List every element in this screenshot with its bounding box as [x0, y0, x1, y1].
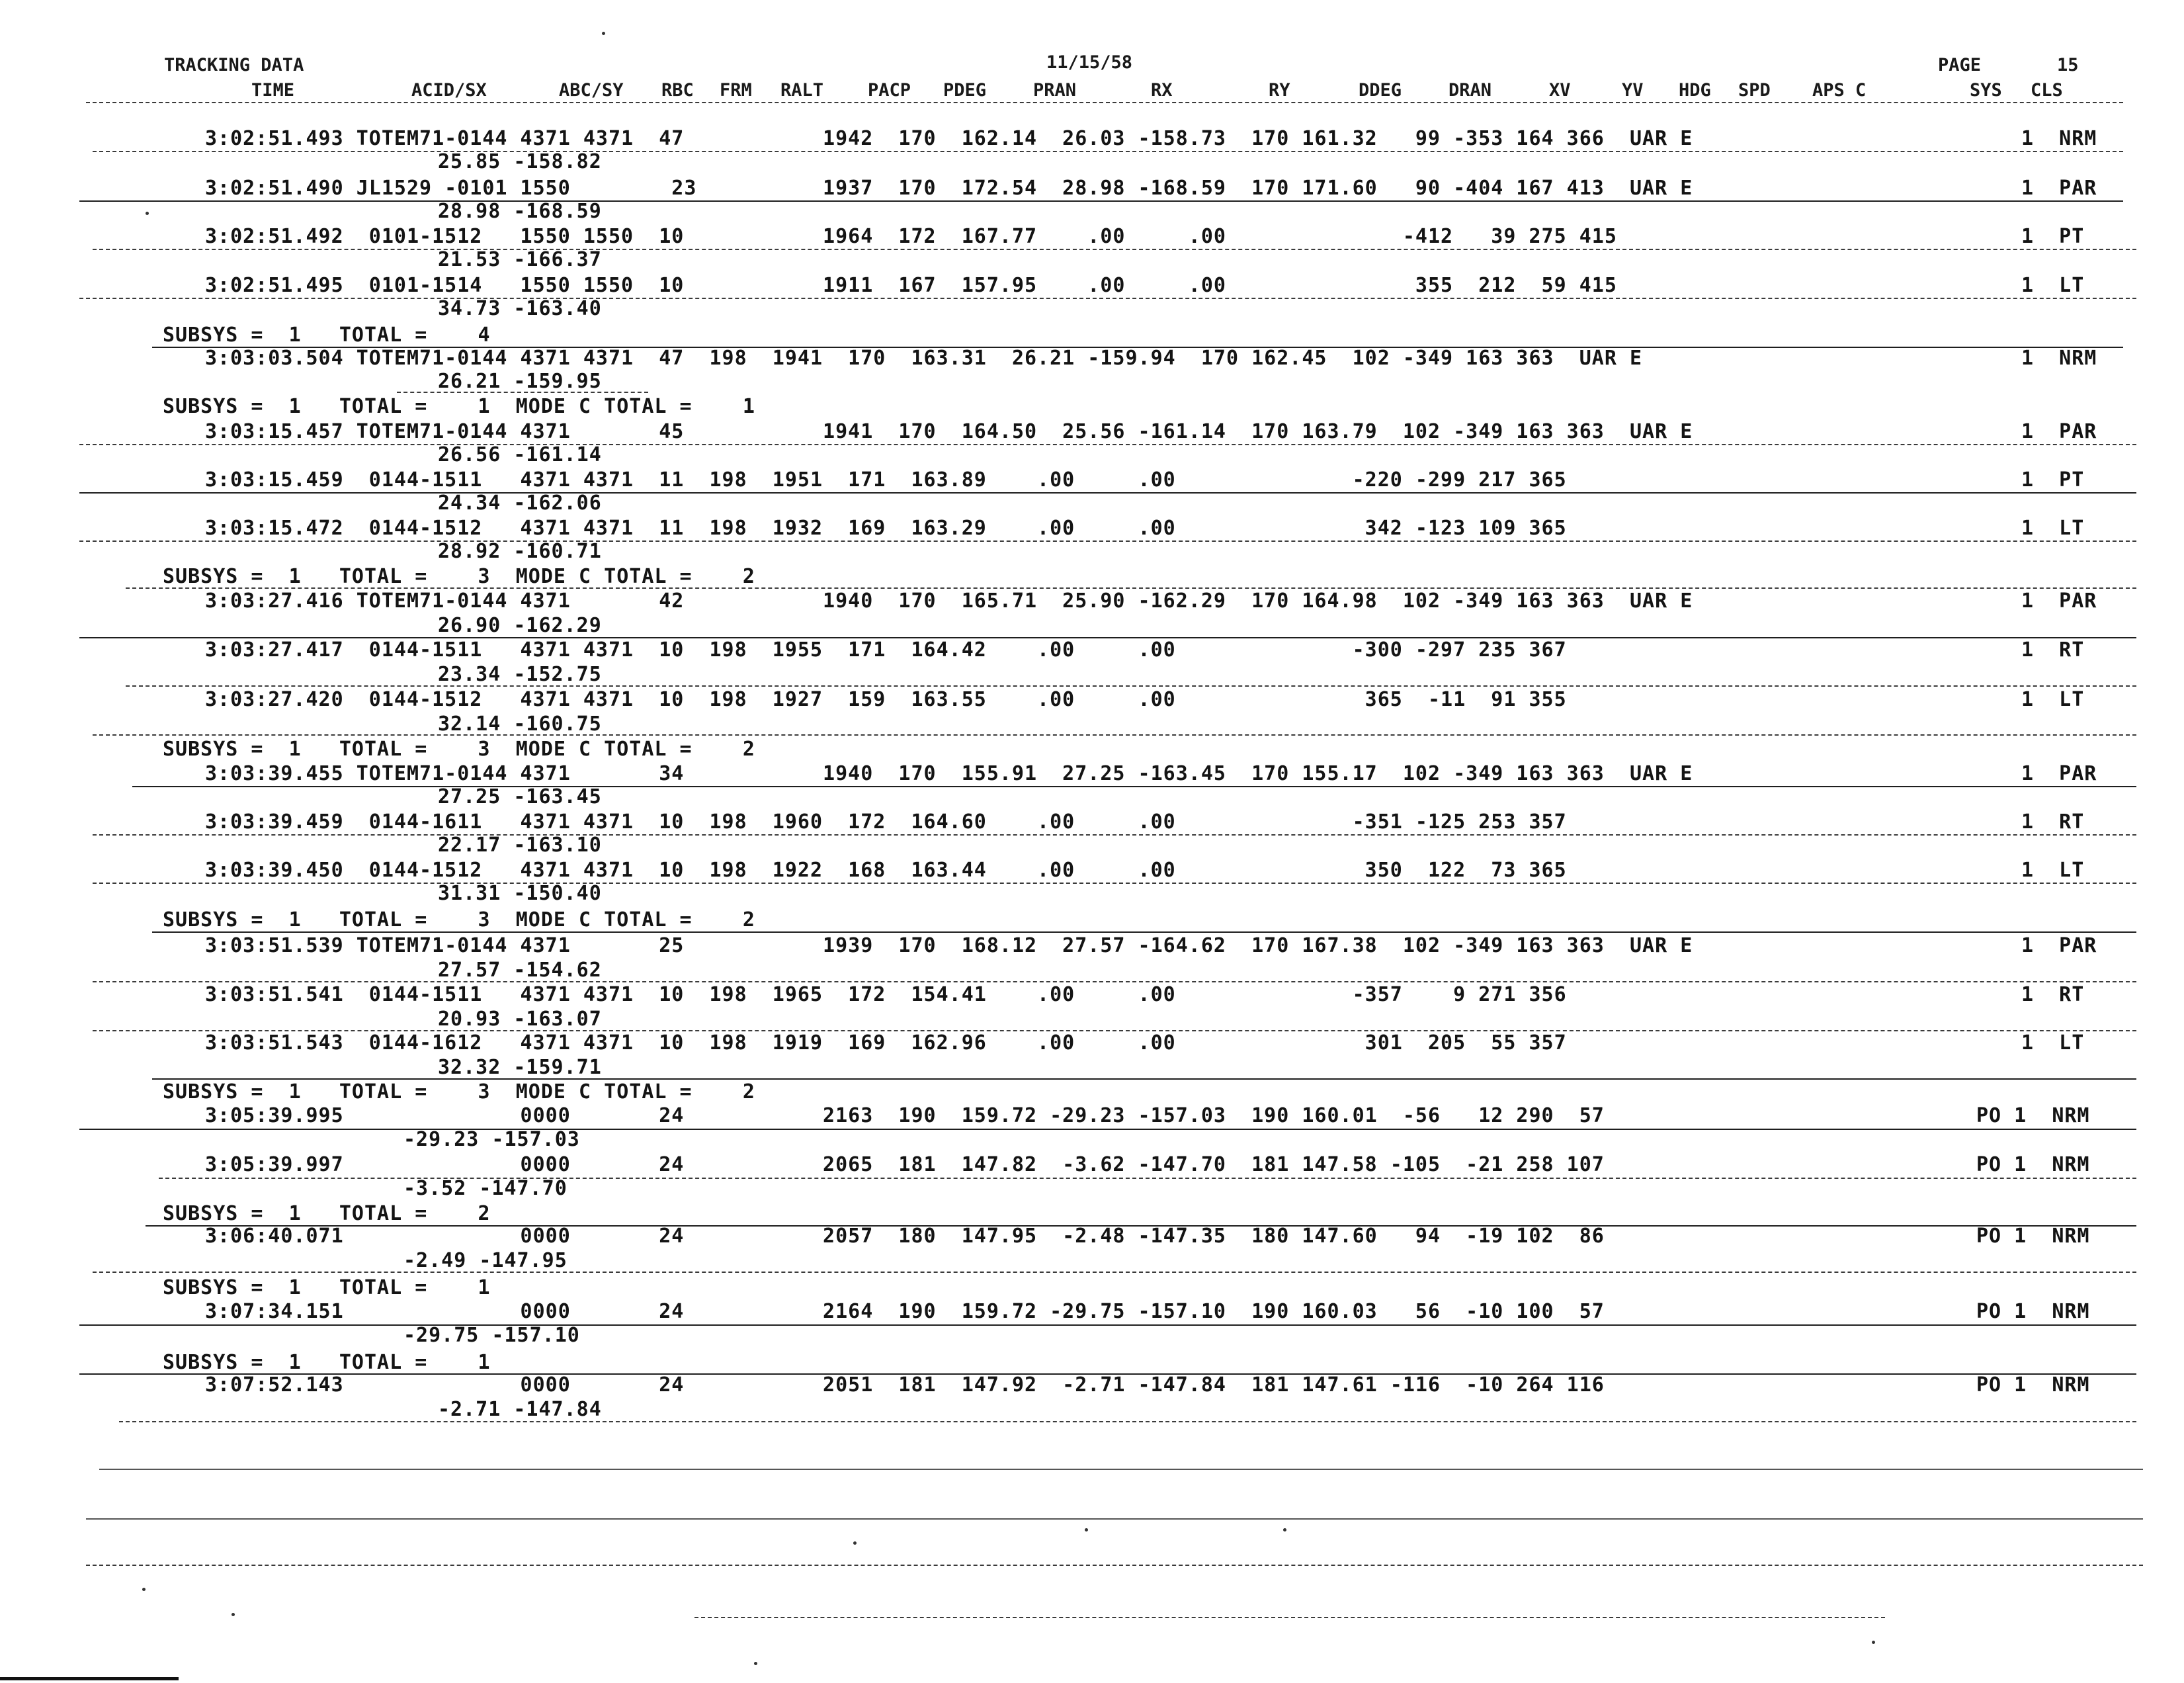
record-class: 1 LT	[2021, 517, 2085, 540]
column-header-pacp: PACP	[868, 80, 911, 101]
record-line: 3:03:27.420 0144-1512 4371 4371 10 198 1927 159 163.55 .00 .00 365 -11 91 355	[205, 688, 1567, 711]
column-header-rbc: RBC	[661, 80, 694, 101]
record-line: 3:03:03.504 TOTEM71-0144 4371 4371 47 198 1941 170 163.31 26.21 -159.94 170 162.45 102 -349 163 363 UAR E	[205, 347, 1643, 370]
page-edge	[0, 1677, 179, 1680]
record-position: 21.53 -166.37	[438, 248, 602, 271]
form-rule	[86, 1518, 2143, 1520]
record-class: 1 LT	[2021, 1031, 2085, 1055]
record-rule	[119, 1421, 2136, 1422]
subsystem-summary: SUBSYS = 1 TOTAL = 2	[163, 1202, 491, 1225]
speck	[754, 1662, 757, 1665]
record-line: 3:02:51.492 0101-1512 1550 1550 10 1964 172 167.77 .00 .00 -412 39 275 415	[205, 225, 1617, 248]
record-rule	[126, 685, 2136, 687]
subsystem-summary: SUBSYS = 1 TOTAL = 1	[163, 1276, 491, 1299]
record-position: 26.56 -161.14	[438, 443, 602, 466]
record-class: 1 NRM	[2021, 347, 2097, 370]
record-position: 22.17 -163.10	[438, 834, 602, 857]
column-header-acid-sx: ACID/SX	[411, 80, 487, 101]
report-date: 11/15/58	[1046, 52, 1133, 73]
record-position: 25.85 -158.82	[438, 150, 602, 173]
speck	[1283, 1528, 1286, 1532]
record-position: 26.90 -162.29	[438, 614, 602, 637]
record-position: -29.75 -157.10	[403, 1324, 580, 1347]
record-position: 20.93 -163.07	[438, 1008, 602, 1031]
form-rule	[694, 1617, 1885, 1618]
speck	[602, 32, 605, 35]
record-line: 3:02:51.490 JL1529 -0101 1550 23 1937 170 172.54 28.98 -168.59 170 171.60 90 -404 167 413 UAR E	[205, 177, 1693, 200]
subsystem-summary: SUBSYS = 1 TOTAL = 3 MODE C TOTAL = 2	[163, 1080, 755, 1103]
record-class: 1 PAR	[2021, 762, 2097, 785]
record-line: 3:03:51.541 0144-1511 4371 4371 10 198 1965 172 154.41 .00 .00 -357 9 271 356	[205, 983, 1567, 1006]
column-header-abc-sy: ABC/SY	[559, 80, 624, 101]
record-rule	[93, 981, 2136, 982]
column-header-sys: SYS	[1970, 80, 2002, 101]
record-line: 3:03:15.459 0144-1511 4371 4371 11 198 1951 171 163.89 .00 .00 -220 -299 217 365	[205, 468, 1567, 492]
record-position: -2.71 -147.84	[438, 1398, 602, 1421]
column-header-dran: DRAN	[1449, 80, 1492, 101]
record-class: 1 RT	[2021, 810, 2085, 834]
record-class: 1 RT	[2021, 638, 2085, 662]
record-rule	[152, 931, 2136, 933]
record-rule	[79, 298, 2136, 299]
record-class: 1 LT	[2021, 274, 2085, 297]
page-number: 15	[2057, 55, 2079, 75]
record-position: 28.98 -168.59	[438, 200, 602, 223]
record-class: 1 PAR	[2021, 420, 2097, 443]
speck	[853, 1541, 857, 1545]
record-rule	[93, 1272, 2136, 1273]
header-rule	[86, 102, 2123, 103]
record-line: 3:03:15.472 0144-1512 4371 4371 11 198 1932 169 163.29 .00 .00 342 -123 109 365	[205, 517, 1567, 540]
record-position: 28.92 -160.71	[438, 540, 602, 563]
column-header-hdg: HDG	[1679, 80, 1711, 101]
record-position: 23.34 -152.75	[438, 663, 602, 686]
report-title: TRACKING DATA	[164, 55, 304, 75]
speck	[1085, 1528, 1088, 1532]
record-class: PO 1 NRM	[1976, 1104, 2090, 1127]
record-line: 3:03:39.455 TOTEM71-0144 4371 34 1940 170 155.91 27.25 -163.45 170 155.17 102 -349 163 363 UAR E	[205, 762, 1693, 785]
record-line: 3:03:51.543 0144-1612 4371 4371 10 198 1919 169 162.96 .00 .00 301 205 55 357	[205, 1031, 1567, 1055]
subsystem-summary: SUBSYS = 1 TOTAL = 1 MODE C TOTAL = 1	[163, 395, 755, 418]
record-line: 3:03:27.416 TOTEM71-0144 4371 42 1940 170 165.71 25.90 -162.29 170 164.98 102 -349 163 363 UAR E	[205, 589, 1693, 613]
column-header-time: TIME	[251, 80, 295, 101]
record-class: 1 NRM	[2021, 127, 2097, 150]
column-header-pran: PRAN	[1033, 80, 1077, 101]
speck	[142, 1588, 146, 1591]
form-rule	[86, 1565, 2143, 1566]
column-header-ddeg: DDEG	[1359, 80, 1402, 101]
record-class: 1 PT	[2021, 468, 2085, 492]
record-class: 1 RT	[2021, 983, 2085, 1006]
column-header-cls: CLS	[2031, 80, 2063, 101]
record-position: 32.14 -160.75	[438, 712, 602, 736]
record-line: 3:06:40.071 0000 24 2057 180 147.95 -2.48 -147.35 180 147.60 94 -19 102 86	[205, 1225, 1605, 1248]
record-line: 3:03:15.457 TOTEM71-0144 4371 45 1941 170 164.50 25.56 -161.14 170 163.79 102 -349 163 363 UAR E	[205, 420, 1693, 443]
form-rule	[99, 1469, 2143, 1470]
record-rule	[397, 392, 648, 393]
record-position: 26.21 -159.95	[438, 370, 602, 393]
record-line: 3:03:39.459 0144-1611 4371 4371 10 198 1960 172 164.60 .00 .00 -351 -125 253 357	[205, 810, 1567, 834]
record-rule	[93, 249, 2136, 250]
record-position: 31.31 -150.40	[438, 882, 602, 905]
column-header-yv: YV	[1622, 80, 1644, 101]
record-class: PO 1 NRM	[1976, 1153, 2090, 1176]
record-class: PO 1 NRM	[1976, 1373, 2090, 1397]
record-class: PO 1 NRM	[1976, 1225, 2090, 1248]
record-class: 1 PAR	[2021, 934, 2097, 957]
record-line: 3:07:34.151 0000 24 2164 190 159.72 -29.75 -157.10 190 160.03 56 -10 100 57	[205, 1300, 1605, 1323]
subsystem-summary: SUBSYS = 1 TOTAL = 3 MODE C TOTAL = 2	[163, 738, 755, 761]
record-line: 3:03:27.417 0144-1511 4371 4371 10 198 1955 171 164.42 .00 .00 -300 -297 235 367	[205, 638, 1567, 662]
record-class: 1 LT	[2021, 688, 2085, 711]
record-rule	[93, 734, 2136, 736]
column-header-ry: RY	[1269, 80, 1290, 101]
speck	[146, 212, 149, 215]
record-position: 34.73 -163.40	[438, 297, 602, 320]
column-header-frm: FRM	[720, 80, 752, 101]
record-line: 3:05:39.995 0000 24 2163 190 159.72 -29.23 -157.03 190 160.01 -56 12 290 57	[205, 1104, 1605, 1127]
record-class: 1 PAR	[2021, 177, 2097, 200]
record-rule	[93, 834, 2136, 836]
subsystem-summary: SUBSYS = 1 TOTAL = 3 MODE C TOTAL = 2	[163, 565, 755, 588]
record-rule	[79, 540, 2136, 542]
record-class: 1 PAR	[2021, 589, 2097, 613]
subsystem-summary: SUBSYS = 1 TOTAL = 1	[163, 1351, 491, 1374]
record-position: -29.23 -157.03	[403, 1128, 580, 1151]
record-rule	[79, 444, 2136, 445]
record-rule	[93, 883, 2136, 884]
record-position: 32.32 -159.71	[438, 1056, 602, 1079]
record-position: -3.52 -147.70	[403, 1177, 567, 1200]
record-rule	[93, 151, 2123, 152]
record-position: 27.57 -154.62	[438, 959, 602, 982]
column-header-xv: XV	[1549, 80, 1571, 101]
record-rule	[152, 1078, 2136, 1080]
record-line: 3:02:51.495 0101-1514 1550 1550 10 1911 167 157.95 .00 .00 355 212 59 415	[205, 274, 1617, 297]
column-header-rx: RX	[1151, 80, 1173, 101]
subsystem-summary: SUBSYS = 1 TOTAL = 3 MODE C TOTAL = 2	[163, 908, 755, 931]
record-rule	[126, 587, 2136, 589]
speck	[1872, 1641, 1875, 1644]
column-header-spd: SPD	[1738, 80, 1771, 101]
record-class: 1 PT	[2021, 225, 2085, 248]
record-rule	[79, 1324, 2136, 1326]
record-rule	[79, 492, 2136, 494]
record-line: 3:03:39.450 0144-1512 4371 4371 10 198 1922 168 163.44 .00 .00 350 122 73 365	[205, 859, 1567, 882]
page-label: PAGE	[1938, 55, 1982, 75]
record-line: 3:05:39.997 0000 24 2065 181 147.82 -3.62 -147.70 181 147.58 -105 -21 258 107	[205, 1153, 1605, 1176]
column-header-aps-c: APS C	[1812, 80, 1867, 101]
speck	[231, 1613, 235, 1616]
record-class: PO 1 NRM	[1976, 1300, 2090, 1323]
record-class: 1 LT	[2021, 859, 2085, 882]
record-rule	[79, 1129, 2136, 1130]
record-line: 3:03:51.539 TOTEM71-0144 4371 25 1939 170 168.12 27.57 -164.62 170 167.38 102 -349 163 363 UAR E	[205, 934, 1693, 957]
record-position: 24.34 -162.06	[438, 492, 602, 515]
column-header-pdeg: PDEG	[943, 80, 987, 101]
record-rule	[132, 786, 2136, 787]
record-rule	[79, 200, 2123, 202]
record-position: -2.49 -147.95	[403, 1249, 567, 1272]
column-header-ralt: RALT	[780, 80, 824, 101]
record-line: 3:07:52.143 0000 24 2051 181 147.92 -2.71 -147.84 181 147.61 -116 -10 264 116	[205, 1373, 1605, 1397]
record-position: 27.25 -163.45	[438, 785, 602, 808]
record-line: 3:02:51.493 TOTEM71-0144 4371 4371 47 1942 170 162.14 26.03 -158.73 170 161.32 99 -353 164 366 UAR E	[205, 127, 1693, 150]
subsystem-summary: SUBSYS = 1 TOTAL = 4	[163, 324, 491, 347]
